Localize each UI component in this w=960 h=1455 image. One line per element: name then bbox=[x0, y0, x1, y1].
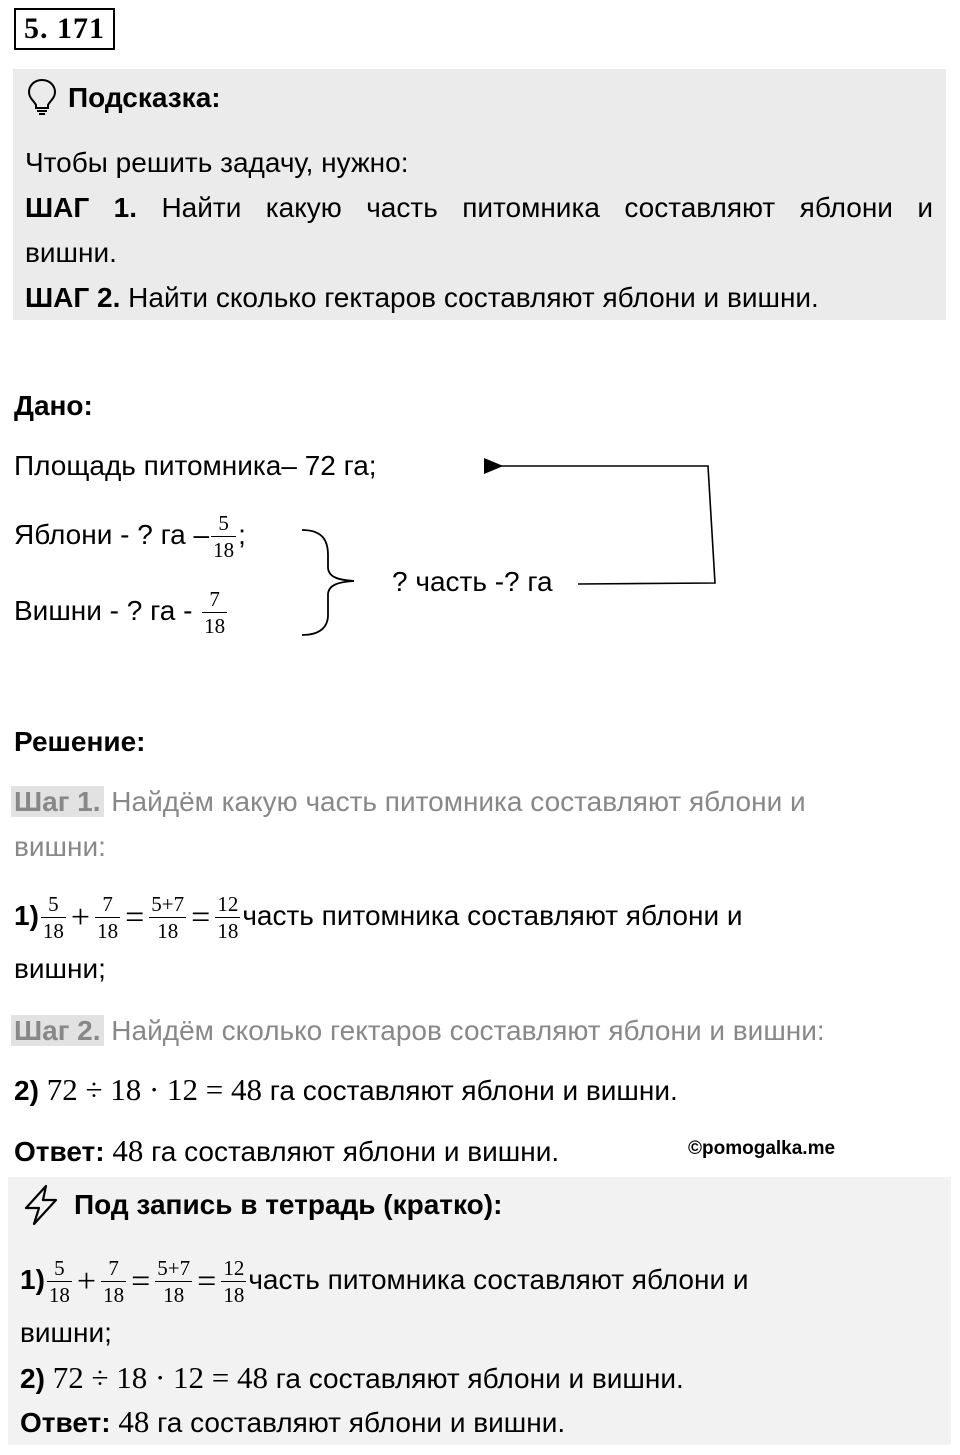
calc1-text: часть питомника составляют яблони и bbox=[242, 900, 743, 931]
given-apples bbox=[14, 508, 246, 562]
given-cherries-fraction bbox=[202, 588, 227, 637]
solution-step2 bbox=[14, 1013, 825, 1049]
calc2-math: 72 ÷ 18 · 12 = 48 bbox=[46, 1072, 263, 1107]
fraction-numerator: 12 bbox=[217, 892, 239, 917]
fraction-numerator: 7 bbox=[202, 588, 227, 613]
copyright-text: ©pomogalka.me bbox=[688, 1138, 836, 1159]
hint-step1-cont: вишни. bbox=[25, 237, 117, 268]
answer-text: га составляют яблони и вишни. bbox=[151, 1136, 560, 1167]
fraction-denominator: 18 bbox=[163, 1283, 185, 1308]
given-apples-fraction bbox=[211, 512, 236, 561]
fraction-denominator: 18 bbox=[42, 919, 64, 944]
hint-step2 bbox=[25, 280, 819, 316]
fraction-5plus7-18 bbox=[149, 893, 186, 942]
fraction-denominator: 18 bbox=[103, 1283, 125, 1308]
answer-label: Ответ: bbox=[14, 1136, 105, 1167]
given-apples-prefix: Яблони - ? га – bbox=[14, 519, 210, 550]
hint-step1 bbox=[25, 190, 933, 226]
hint-step2-text: Найти сколько гектаров составляют яблони и вишни. bbox=[128, 282, 819, 313]
lightning-icon bbox=[20, 1184, 62, 1226]
fraction-7-18 bbox=[101, 1257, 126, 1306]
solution-calc2 bbox=[14, 1072, 678, 1109]
notes-answer-number: 48 bbox=[118, 1404, 150, 1439]
given-question: ? часть -? га bbox=[392, 566, 553, 597]
notes-answer-text: га составляют яблони и вишни. bbox=[157, 1407, 566, 1438]
fraction-7-18 bbox=[95, 893, 120, 942]
fraction-numerator: 5 bbox=[47, 1257, 72, 1282]
hint-intro: Чтобы решить задачу, нужно: bbox=[25, 147, 409, 178]
plus-sign: + bbox=[70, 898, 91, 936]
given-area: Площадь питомника– 72 га; bbox=[14, 450, 377, 481]
fraction-numerator: 7 bbox=[95, 893, 120, 918]
equals-sign: = bbox=[197, 1262, 217, 1300]
hint-title: Подсказка: bbox=[68, 82, 221, 113]
notes-calc1 bbox=[20, 1251, 749, 1311]
fraction-numerator: 5+7 bbox=[151, 892, 185, 917]
fraction-5-18 bbox=[41, 893, 66, 942]
fraction-denominator: 18 bbox=[223, 1283, 245, 1308]
calc2-text: га составляют яблони и вишни. bbox=[269, 1075, 678, 1106]
notes-title: Под запись в тетрадь (кратко): bbox=[74, 1189, 503, 1220]
notes-answer-label: Ответ: bbox=[20, 1407, 111, 1438]
fraction-denominator: 18 bbox=[157, 919, 179, 944]
fraction-5plus7-18 bbox=[155, 1257, 192, 1306]
hint-step1-text: Найти какую часть питомника составляют яблони и bbox=[161, 192, 933, 223]
fraction-numerator: 5+7 bbox=[157, 1256, 191, 1281]
equals-sign: = bbox=[131, 1262, 151, 1300]
equals-sign: = bbox=[191, 898, 211, 936]
given-cherries-prefix: Вишни - ? га - bbox=[14, 595, 193, 626]
curly-brace bbox=[302, 530, 354, 635]
lightbulb-icon bbox=[26, 78, 58, 116]
notes-calc2-label: 2) bbox=[20, 1363, 45, 1394]
fraction-5-18 bbox=[47, 1257, 72, 1306]
fraction-denominator: 18 bbox=[217, 919, 239, 944]
solution-step1-label: Шаг 1. bbox=[11, 786, 104, 817]
given-title: Дано: bbox=[14, 390, 93, 421]
fraction-denominator: 18 bbox=[204, 614, 226, 639]
calc1-label: 1) bbox=[14, 900, 39, 931]
notes-calc2-math: 72 ÷ 18 · 12 = 48 bbox=[52, 1360, 269, 1395]
notes-calc2 bbox=[20, 1360, 684, 1397]
notes-calc2-text: га составляют яблони и вишни. bbox=[275, 1363, 684, 1394]
solution-step1-text: Найдём какую часть питомника составляют яблони и bbox=[111, 786, 806, 817]
notes-calc1-text: часть питомника составляют яблони и bbox=[248, 1264, 749, 1295]
hint-step2-label: ШАГ 2. bbox=[25, 282, 121, 313]
solution-step2-text: Найдём сколько гектаров составляют яблони и вишни: bbox=[111, 1015, 825, 1046]
notes-calc1-label: 1) bbox=[20, 1264, 45, 1295]
fraction-denominator: 18 bbox=[213, 538, 235, 563]
solution-calc1-cont: вишни; bbox=[14, 953, 106, 984]
hint-step1-label: ШАГ 1. bbox=[25, 192, 138, 223]
given-diagram bbox=[290, 455, 730, 645]
solution-step1-cont: вишни: bbox=[14, 831, 106, 862]
notes-answer bbox=[20, 1404, 565, 1441]
fraction-denominator: 18 bbox=[48, 1283, 70, 1308]
problem-number: 5. 171 bbox=[14, 8, 115, 50]
fraction-numerator: 5 bbox=[41, 893, 66, 918]
solution-step1 bbox=[14, 784, 806, 820]
answer-number: 48 bbox=[112, 1133, 144, 1168]
solution-calc1 bbox=[14, 887, 743, 947]
calc2-label: 2) bbox=[14, 1075, 39, 1106]
fraction-12-18 bbox=[221, 1257, 246, 1306]
fraction-denominator: 18 bbox=[97, 919, 119, 944]
notes-calc1-cont: вишни; bbox=[20, 1317, 112, 1348]
fraction-12-18 bbox=[215, 893, 240, 942]
plus-sign: + bbox=[76, 1262, 97, 1300]
solution-title: Решение: bbox=[14, 726, 146, 757]
fraction-numerator: 5 bbox=[211, 512, 236, 537]
fraction-numerator: 12 bbox=[223, 1256, 245, 1281]
given-cherries bbox=[14, 584, 229, 638]
solution-step2-label: Шаг 2. bbox=[11, 1015, 104, 1046]
equals-sign: = bbox=[125, 898, 145, 936]
fraction-numerator: 7 bbox=[101, 1257, 126, 1282]
solution-answer bbox=[14, 1133, 559, 1170]
given-apples-suffix: ; bbox=[238, 519, 246, 550]
